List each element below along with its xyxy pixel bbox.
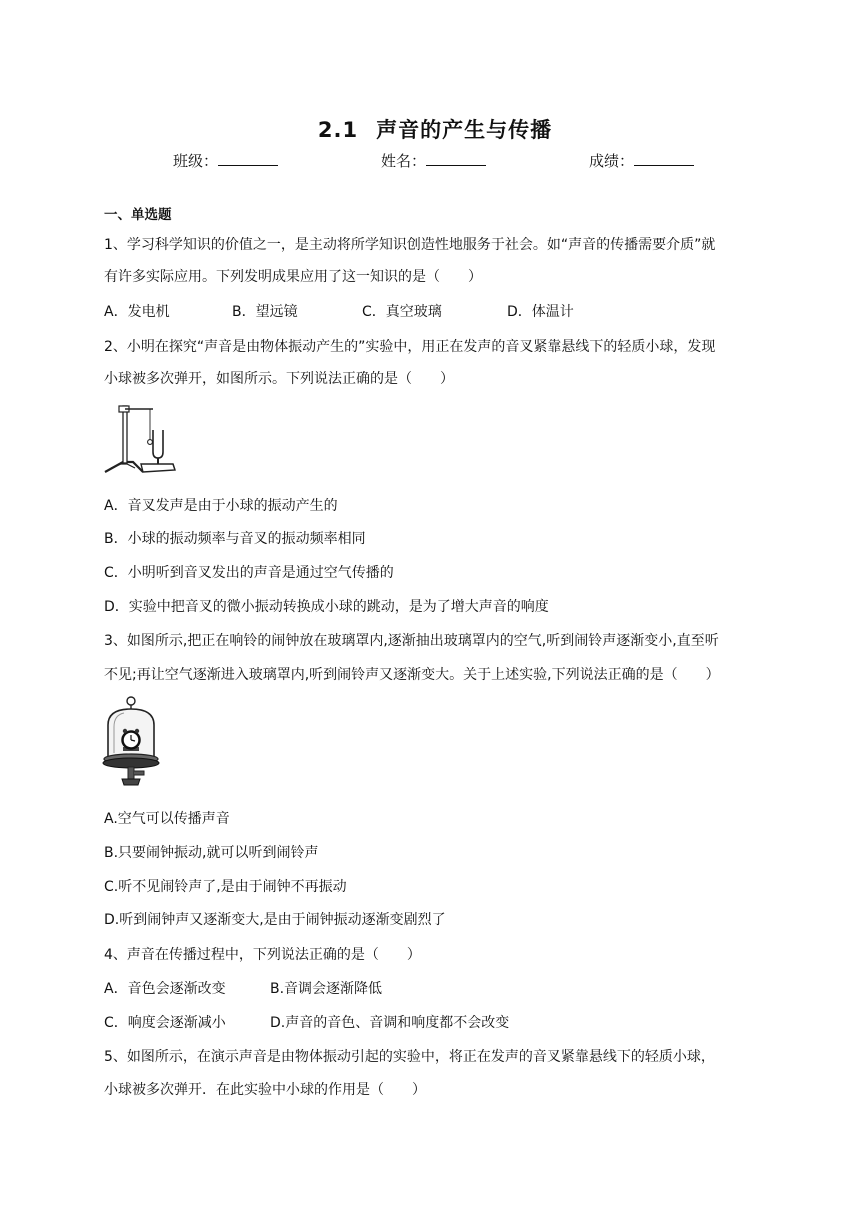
name-label: 姓名： [381,152,427,170]
q1-option-c[interactable]: C．真空玻璃 [362,304,442,320]
q5-line-1: 5、如图所示，在演示声音是由物体振动引起的实验中，将正在发声的音叉紧靠悬线下的轻质小球， [104,1049,715,1065]
q3-option-d[interactable]: D.听到闹钟声又逐渐变大,是由于闹钟振动逐渐变剧烈了 [104,912,446,928]
page-title [0,114,860,144]
q3-option-c[interactable]: C.听不见闹铃声了,是由于闹钟不再振动 [104,879,347,895]
bell-jar-alarm-clock-figure [102,695,164,789]
lesson-number: 2.1 [317,118,359,142]
lesson-title: 声音的产生与传播 [376,118,553,142]
score-blank[interactable] [634,151,694,166]
q4-option-c[interactable]: C．响度会逐渐减小 [104,1015,226,1031]
class-label: 班级： [173,152,219,170]
class-field [173,150,278,171]
q4-option-d[interactable]: D.声音的音色、音调和响度都不会改变 [270,1015,510,1031]
section-heading: 一、单选题 [104,207,172,223]
q1-option-a[interactable]: A．发电机 [104,304,170,320]
q2-line-2: 小球被多次弹开，如图所示。下列说法正确的是（ ） [104,371,454,387]
q2-option-d[interactable]: D．实验中把音叉的微小振动转换成小球的跳动，是为了增大声音的响度 [104,599,549,615]
q1-option-d[interactable]: D．体温计 [507,304,574,320]
q2-option-a[interactable]: A．音叉发声是由于小球的振动产生的 [104,498,338,514]
q4-option-a[interactable]: A．音色会逐渐改变 [104,981,226,997]
q3-option-b[interactable]: B.只要闹钟振动,就可以听到闹铃声 [104,845,319,861]
q2-option-b[interactable]: B．小球的振动频率与音叉的振动频率相同 [104,531,366,547]
q3-option-a[interactable]: A.空气可以传播声音 [104,811,230,827]
q4-option-b[interactable]: B.音调会逐渐降低 [270,981,383,997]
tuning-fork-apparatus-figure [103,400,179,476]
q2-line-1: 2、小明在探究“声音是由物体振动产生的”实验中，用正在发声的音叉紧靠悬线下的轻质小球，发现 [104,339,716,355]
q3-line-2: 不见;再让空气逐渐进入玻璃罩内,听到闹铃声又逐渐变大。关于上述实验,下列说法正确的是（ ） [104,667,720,683]
q1-option-b[interactable]: B．望远镜 [232,304,298,320]
q1-line-1: 1、学习科学知识的价值之一，是主动将所学知识创造性地服务于社会。如“声音的传播需要介质”就 [104,237,716,253]
q5-line-2: 小球被多次弹开．在此实验中小球的作用是（ ） [104,1082,426,1098]
name-field [381,150,486,171]
q1-line-2: 有许多实际应用。下列发明成果应用了这一知识的是（ ） [104,269,482,285]
q3-line-1: 3、如图所示,把正在响铃的闹钟放在玻璃罩内,逐渐抽出玻璃罩内的空气,听到闹铃声逐渐变小,直至听 [104,633,719,649]
score-label: 成绩： [589,152,635,170]
name-blank[interactable] [426,151,486,166]
q4-line-1: 4、声音在传播过程中，下列说法正确的是（ ） [104,947,421,963]
class-blank[interactable] [218,151,278,166]
q2-option-c[interactable]: C．小明听到音叉发出的声音是通过空气传播的 [104,565,394,581]
score-field [589,150,694,171]
